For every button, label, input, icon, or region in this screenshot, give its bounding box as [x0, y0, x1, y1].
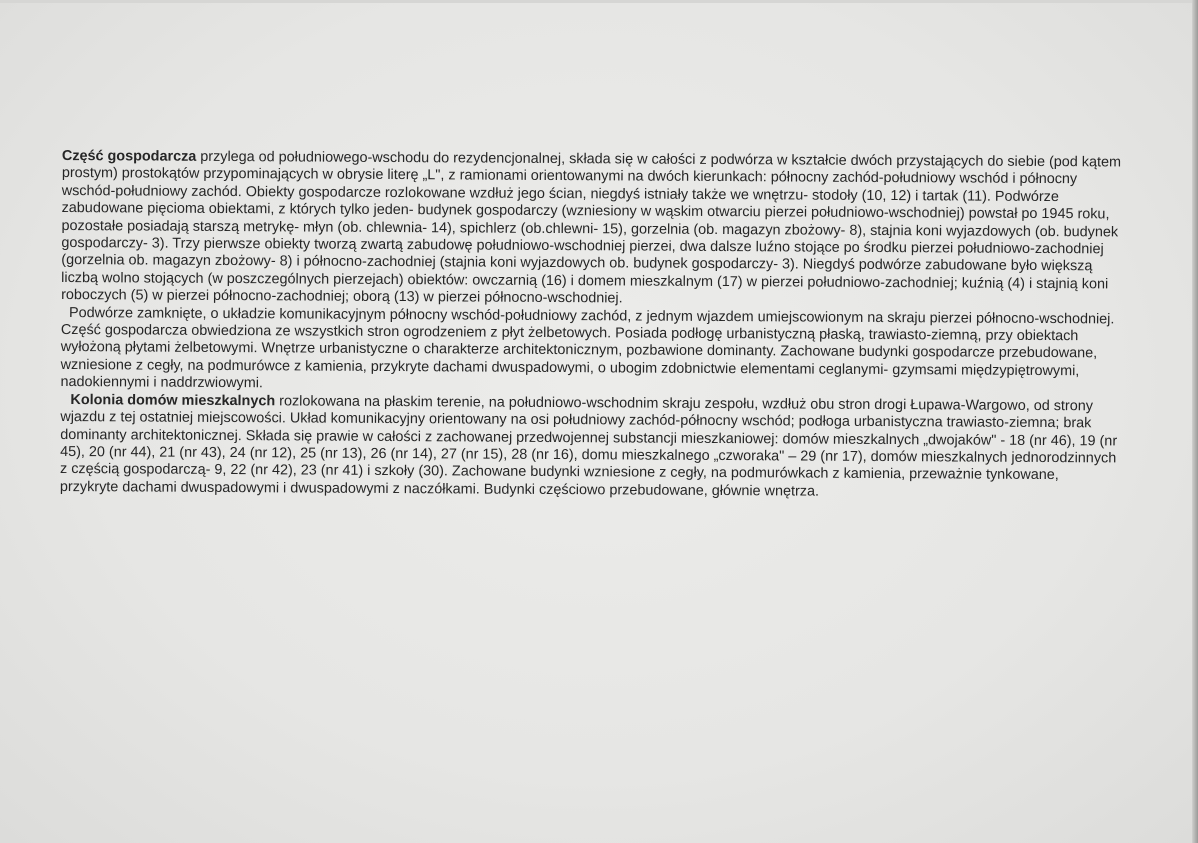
farm-section-heading: Część gospodarcza	[61, 148, 197, 165]
housing-colony-heading: Kolonia domów mieszkalnych	[70, 391, 276, 409]
paragraph-housing-colony	[60, 392, 1121, 503]
farm-section-text: przylega od południowego-wschodu do rezydencjonalnej, składa się w całości z podwórza w kształcie dwóch przystających do siebie (pod kątem prostym) prostokątów przypominających w obrysie literę „L", z ramionami orientowanymi na dwóch kierunkach: północny zachód-południowy wschód i północny wschód-południowy zachód. Obiekty gospodarcze rozlokowane wzdłuż jego ścian, niegdyś istniały także we wnętrzu- stodoły (10, 12) i tartak (11). Podwórze zabudowane pięcioma obiektami, z których tylko jeden- budynek gospodarczy (wzniesiony w wąskim otwarciu pierzei południowo-wschodniej) powstał po 1945 roku, pozostałe posiadają starszą metrykę- młyn (ob. chlewnia- 14), spichlerz (ob.chlewni- 15), gorzelnia (ob. magazyn zbożowy- 8), stajnia koni wyjazdowych (ob. budynek gospodarczy- 3). Trzy pierwsze obiekty tworzą zwartą zabudowę południowo-wschodniej pierzei, dwa dalsze luźno stojące po środku pierzei południowo-zachodniej (gorzelnia ob. magazyn zbożowy- 8) i północno-zachodniej (stajnia koni wyjazdowych ob. budynek gospodarczy- 3). Niegdyś podwórze zabudowane było większą liczbą wolno stojących (w poszczególnych pierzejach) obiektów: owczarnią (16) i domem mieszkalnym (17) w pierzei południowo-zachodniej; kuźnią (4) i stajnią koni roboczych (5) w pierzei północno-zachodniej; oborą (13) w pierzei północno-wschodniej.	[61, 148, 1122, 307]
scan-right-edge	[1192, 0, 1198, 843]
document-body	[60, 148, 1122, 503]
housing-colony-text: rozlokowana na płaskim terenie, na południowo-wschodnim skraju zespołu, wzdłuż obu stron drogi Łupawa-Wargowo, od strony wjazdu z tej ostatniej miejscowości. Układ komunikacyjny orientowany na osi południowy zachód-północny wschód; podłoga urbanistyczna trawiasto-ziemna; brak dominanty architektonicznej. Składa się prawie w całości z zachowanej przedwojennej substancji mieszkaniowej: domów mieszkalnych „dwojaków" - 18 (nr 46), 19 (nr 45), 20 (nr 44), 21 (nr 43), 24 (nr 12), 25 (nr 13), 26 (nr 14), 27 (nr 15), 28 (nr 16), domu mieszkalnego „czworaka" – 29 (nr 17), domów mieszkalnych jednorodzinnych z częścią gospodarczą- 9, 22 (nr 42), 23 (nr 41) i szkoły (30). Zachowane budynki wzniesione z cegły, na podmurówkach z kamienia, przeważnie tynkowane, przykryte dachami dwuspadowymi i dwuspadowymi z naczółkami. Budynki częściowo przebudowane, głównie wnętrza.	[59, 392, 1118, 500]
scan-top-edge	[0, 0, 1198, 3]
paragraph-courtyard	[61, 305, 1122, 399]
courtyard-text: Podwórze zamknięte, o układzie komunikacyjnym północny wschód-południowy zachód, z jednym wjazdem umiejscowionym na skraju pierzei północno-wschodniej. Część gospodarcza obwiedziona ze wszystkich stron ogrodzeniem z płyt żelbetowych. Posiada podłogę urbanistyczną płaską, trawiasto-ziemną, przy obiektach wyłożoną płytami żelbetowymi. Wnętrze urbanistyczne o charakterze architektonicznym, pozbawione dominanty. Zachowane budynki gospodarcze przebudowane, wzniesione z cegły, na podmurówce z kamienia, przykryte dachami dwuspadowymi, o ubogim zdobnictwie elementami ceglanymi- gzymsami międzypiętrowymi, nadokiennymi i naddrzwiowymi.	[60, 304, 1115, 392]
paragraph-farm-section	[61, 148, 1122, 311]
